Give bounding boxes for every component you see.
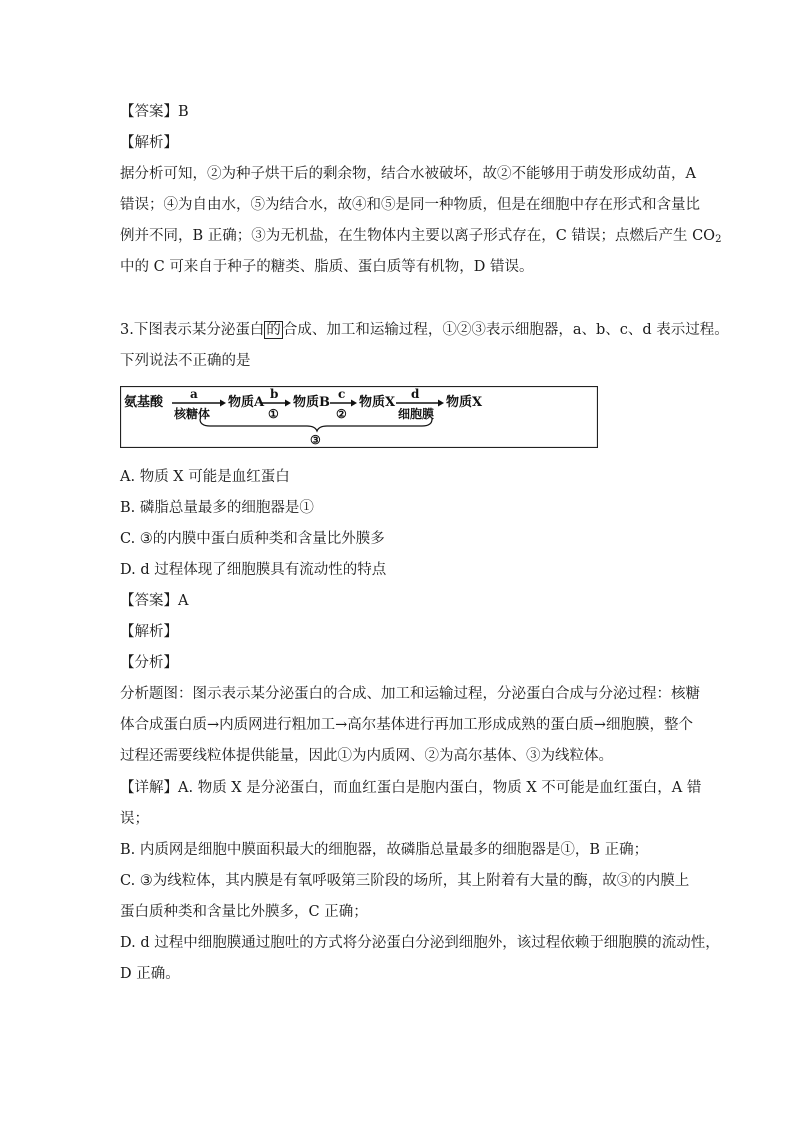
q3-stem-part-b: 合成、加工和运输过程，①②③表示细胞器，a、b、c、d 表示过程。 xyxy=(282,322,729,338)
q3-stem-part-a: 3.下图表示某分泌蛋白 xyxy=(120,322,265,338)
q2-analysis-heading: 【解析】 xyxy=(120,135,178,151)
q3-fenxi-line-2: 体合成蛋白质→内质网进行粗加工→高尔基体进行再加工形成成熟的蛋白质→细胞膜，整个 xyxy=(120,717,693,733)
q2-analysis-line-3 xyxy=(120,226,721,246)
q2-analysis-line-1: 据分析可知，②为种子烘干后的剩余物，结合水被破坏，故②不能够用于萌发形成幼苗，A xyxy=(120,166,696,182)
diagram-c-below: ② xyxy=(336,407,347,421)
q3-option-d: D. d 过程体现了细胞膜具有流动性的特点 xyxy=(120,562,387,578)
arrow-c-head xyxy=(351,400,357,407)
q3-option-a: A. 物质 X 可能是血红蛋白 xyxy=(120,469,290,485)
q3-detail-line-4: C. ③为线粒体，其内膜是有氧呼吸第三阶段的场所，其上附着有大量的酶，故③的内膜上 xyxy=(120,873,690,889)
q3-detail-line-6: D. d 过程中细胞膜通过胞吐的方式将分泌蛋白分泌到细胞外，该过程依赖于细胞膜的流动性， xyxy=(120,935,720,951)
q3-detail-line-5: 蛋白质种类和含量比外膜多，C 正确； xyxy=(120,904,368,920)
q3-stem-line-1 xyxy=(120,320,729,340)
diagram-d-below: 细胞膜 xyxy=(398,407,435,421)
q3-fenxi-heading: 【分析】 xyxy=(120,655,178,671)
diagram-a-label: a xyxy=(190,387,198,401)
co2-subscript: 2 xyxy=(715,234,722,245)
q2-analysis-line-3-text: 例并不同，B 正确；③为无机盐，在生物体内主要以离子形式存在，C 错误；点燃后产生 CO xyxy=(120,228,716,244)
diagram-substance-a: 物质A xyxy=(228,395,265,410)
diagram-b-below: ① xyxy=(268,407,279,421)
secretory-protein-diagram xyxy=(120,386,598,448)
q3-fenxi-line-3: 过程还需要线粒体提供能量，因此①为内质网、②为高尔基体、③为线粒体。 xyxy=(120,748,613,764)
diagram-start: 氨基酸 xyxy=(124,395,164,410)
diagram-brace-label: ③ xyxy=(310,433,321,447)
q3-detail-line-3: B. 内质网是细胞中膜面积最大的细胞器，故磷脂总量最多的细胞器是①，B 正确； xyxy=(120,842,649,858)
q2-analysis-line-4: 中的 C 可来自于种子的糖类、脂质、蛋白质等有机物，D 错误。 xyxy=(120,259,534,275)
q3-stem-line-2: 下列说法不正确的是 xyxy=(120,353,251,369)
q3-option-c: C. ③的内膜中蛋白质种类和含量比外膜多 xyxy=(120,531,385,547)
q3-stem-boxed-char: 的 xyxy=(266,322,281,338)
arrow-a-head xyxy=(220,400,226,407)
q2-analysis-line-2: 错误；④为自由水，⑤为结合水，故④和⑤是同一种物质，但是在细胞中存在形式和含量比 xyxy=(120,197,700,213)
q3-fenxi-line-1: 分析题图：图示表示某分泌蛋白的合成、加工和运输过程，分泌蛋白合成与分泌过程：核糖 xyxy=(120,686,700,702)
q3-option-b: B. 磷脂总量最多的细胞器是① xyxy=(120,500,314,516)
q3-detail-line-1: 【详解】A. 物质 X 是分泌蛋白，而血红蛋白是胞内蛋白，物质 X 不可能是血红蛋白，A 错 xyxy=(120,780,702,796)
q2-answer: 【答案】B xyxy=(120,104,189,120)
arrow-d-head xyxy=(438,400,444,407)
diagram-a-below: 核糖体 xyxy=(174,407,211,421)
diagram-b-label: b xyxy=(270,387,279,401)
diagram-c-label: c xyxy=(338,387,346,401)
q3-analysis-heading: 【解析】 xyxy=(120,624,178,640)
diagram-svg xyxy=(120,386,598,448)
arrow-b-head xyxy=(285,400,291,407)
diagram-substance-x1: 物质X xyxy=(359,395,396,410)
diagram-substance-b: 物质B xyxy=(293,395,330,410)
q3-answer: 【答案】A xyxy=(120,593,189,609)
q3-detail-line-2: 误； xyxy=(120,811,149,827)
diagram-d-label: d xyxy=(411,387,420,401)
diagram-substance-x2: 物质X xyxy=(446,395,483,410)
q3-detail-line-7: D 正确。 xyxy=(120,966,180,982)
